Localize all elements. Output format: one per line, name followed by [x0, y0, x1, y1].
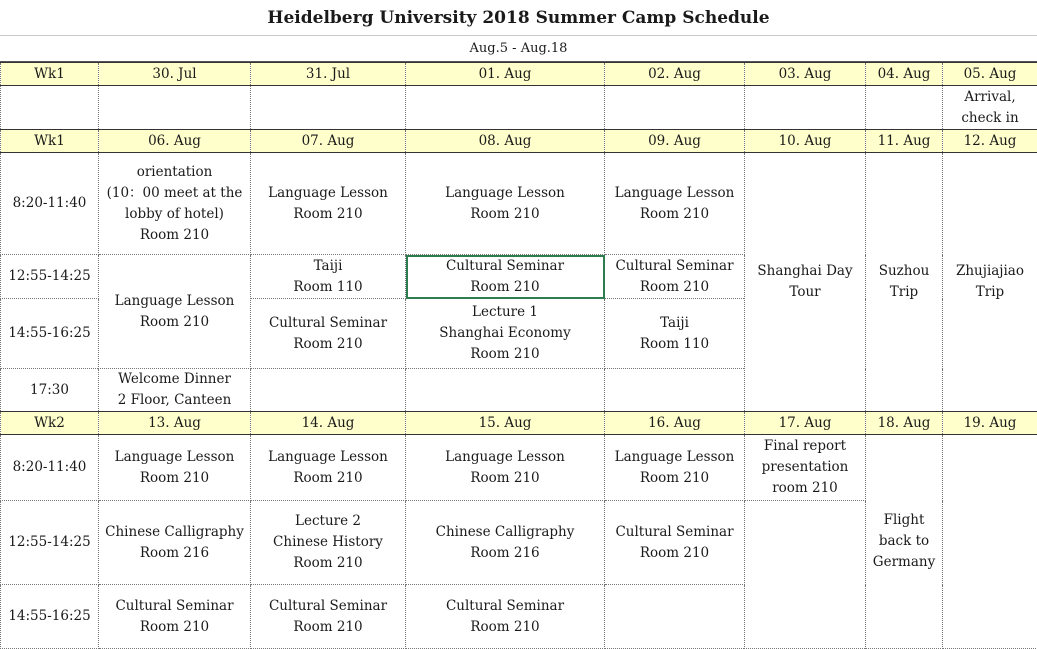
cell-text-line: Chinese Calligraphy: [408, 522, 602, 543]
cell-text-line: Room 110: [253, 277, 403, 298]
cell-text-line: Room 210: [101, 617, 248, 638]
cell-text-line: Cultural Seminar: [408, 256, 602, 277]
empty-cell[interactable]: [251, 86, 406, 130]
empty-cell[interactable]: [251, 369, 406, 412]
empty-cell[interactable]: [406, 86, 605, 130]
cell-text-line: Lecture 2: [253, 511, 403, 532]
cell-text-line: room 210: [747, 478, 863, 499]
cell-text-line: Chinese Calligraphy: [101, 522, 248, 543]
selected-session-cell[interactable]: [406, 255, 605, 299]
cell-text-line: Cultural Seminar: [253, 596, 403, 617]
time-slot: 8:20-11:40: [1, 435, 99, 501]
time-slot: 14:55-16:25: [1, 299, 99, 369]
session-cell[interactable]: [406, 153, 605, 255]
cell-text-line: Welcome Dinner: [101, 369, 248, 390]
time-slot: 17:30: [1, 369, 99, 412]
cell-text-line: Germany: [868, 552, 940, 573]
cell-text-line: Suzhou: [868, 261, 940, 282]
week-label: Wk2: [1, 412, 99, 435]
cell-text-line: Language Lesson: [408, 447, 602, 468]
excursion-cell[interactable]: [745, 153, 866, 412]
session-cell[interactable]: [605, 255, 745, 299]
cell-text-line: Trip: [868, 282, 940, 303]
session-cell[interactable]: [251, 585, 406, 649]
time-slot: 8:20-11:40: [1, 153, 99, 255]
excursion-cell[interactable]: [866, 153, 943, 412]
date-header: 15. Aug: [406, 412, 605, 435]
cell-text-line: Room 210: [607, 543, 742, 564]
date-header: 10. Aug: [745, 130, 866, 153]
date-header: 30. Jul: [99, 63, 251, 86]
orientation-cell[interactable]: [99, 153, 251, 255]
date-header: 16. Aug: [605, 412, 745, 435]
cell-text-line: Room 210: [607, 204, 742, 225]
session-cell[interactable]: [605, 501, 745, 585]
flight-cell[interactable]: [866, 435, 943, 649]
time-slot: 14:55-16:25: [1, 585, 99, 649]
cell-text-line: 2 Floor, Canteen: [101, 390, 248, 411]
date-header: 05. Aug: [943, 63, 1037, 86]
empty-cell[interactable]: [406, 369, 605, 412]
final-report-cell[interactable]: [745, 435, 866, 501]
session-cell[interactable]: [99, 435, 251, 501]
empty-cell[interactable]: [605, 585, 745, 649]
cell-text-line: Room 110: [607, 334, 742, 355]
lecture-cell[interactable]: [251, 501, 406, 585]
cell-text-line: (10：00 meet at the: [101, 183, 248, 204]
cell-text-line: Language Lesson: [408, 183, 602, 204]
cell-text-line: Room 210: [408, 344, 602, 365]
session-cell[interactable]: [251, 299, 406, 369]
cell-text-line: Room 210: [607, 468, 742, 489]
cell-text-line: Chinese History: [253, 532, 403, 553]
date-header: 14. Aug: [251, 412, 406, 435]
date-header: 31. Jul: [251, 63, 406, 86]
empty-cell[interactable]: [605, 86, 745, 130]
cell-text-line: Language Lesson: [607, 183, 742, 204]
date-header: 07. Aug: [251, 130, 406, 153]
cell-text-line: Room 210: [101, 468, 248, 489]
cell-text-line: Arrival,: [945, 87, 1035, 108]
lecture-cell[interactable]: [406, 299, 605, 369]
session-cell[interactable]: [99, 255, 251, 369]
dinner-cell[interactable]: [99, 369, 251, 412]
cell-text-line: Room 210: [253, 334, 403, 355]
cell-text-line: Room 210: [408, 204, 602, 225]
week-label: Wk1: [1, 130, 99, 153]
cell-text-line: check in: [945, 108, 1035, 129]
date-header: 03. Aug: [745, 63, 866, 86]
cell-text-line: Zhujiajiao: [945, 261, 1035, 282]
empty-cell[interactable]: [99, 86, 251, 130]
cell-text-line: Taiji: [607, 313, 742, 334]
week-header-row: [1, 130, 1037, 153]
week1-morning-row: [1, 153, 1037, 255]
page-title: Heidelberg University 2018 Summer Camp Schedule: [0, 0, 1037, 36]
cell-text-line: Trip: [945, 282, 1035, 303]
cell-text-line: Lecture 1: [408, 302, 602, 323]
week0-row: [1, 86, 1037, 130]
cell-text-line: Language Lesson: [253, 183, 403, 204]
date-header: 04. Aug: [866, 63, 943, 86]
empty-cell[interactable]: [745, 86, 866, 130]
cell-text-line: Room 210: [253, 553, 403, 574]
date-header: 08. Aug: [406, 130, 605, 153]
week-label: Wk1: [1, 63, 99, 86]
session-cell[interactable]: [99, 585, 251, 649]
date-header: 09. Aug: [605, 130, 745, 153]
cell-text-line: orientation: [101, 162, 248, 183]
date-header: 13. Aug: [99, 412, 251, 435]
cell-text-line: Room 210: [408, 468, 602, 489]
cell-text-line: Language Lesson: [253, 447, 403, 468]
week2-morning-row: [1, 435, 1037, 501]
time-slot: 12:55-14:25: [1, 255, 99, 299]
cell-text-line: Cultural Seminar: [607, 522, 742, 543]
date-header: 19. Aug: [943, 412, 1037, 435]
empty-cell[interactable]: [605, 369, 745, 412]
cell-text-line: Shanghai Day: [747, 261, 863, 282]
cell-text-line: Taiji: [253, 256, 403, 277]
arrival-cell[interactable]: [943, 86, 1037, 130]
session-cell[interactable]: [605, 153, 745, 255]
empty-cell[interactable]: [745, 501, 866, 649]
session-cell[interactable]: [406, 585, 605, 649]
date-header: 17. Aug: [745, 412, 866, 435]
week-header-row: [1, 63, 1037, 86]
cell-text-line: Shanghai Economy: [408, 323, 602, 344]
session-cell[interactable]: [99, 501, 251, 585]
date-header: 02. Aug: [605, 63, 745, 86]
cell-text-line: Flight: [868, 510, 940, 531]
cell-text-line: Room 210: [253, 617, 403, 638]
session-cell[interactable]: [406, 435, 605, 501]
cell-text-line: Room 216: [101, 543, 248, 564]
week-header-row: [1, 412, 1037, 435]
cell-text-line: Cultural Seminar: [408, 596, 602, 617]
cell-text-line: Cultural Seminar: [253, 313, 403, 334]
schedule-table: [0, 62, 1037, 649]
cell-text-line: lobby of hotel): [101, 204, 248, 225]
cell-text-line: back to: [868, 531, 940, 552]
cell-text-line: Room 210: [253, 204, 403, 225]
date-range: Aug.5 - Aug.18: [0, 36, 1037, 62]
cell-text-line: Room 216: [408, 543, 602, 564]
session-cell[interactable]: [251, 435, 406, 501]
cell-text-line: Tour: [747, 282, 863, 303]
time-slot: 12:55-14:25: [1, 501, 99, 585]
session-cell[interactable]: [406, 501, 605, 585]
date-header: 18. Aug: [866, 412, 943, 435]
cell-text-line: Language Lesson: [101, 447, 248, 468]
session-cell[interactable]: [251, 255, 406, 299]
cell-text-line: Room 210: [101, 312, 248, 333]
cell-text-line: Room 210: [408, 617, 602, 638]
cell-text-line: Cultural Seminar: [607, 256, 742, 277]
cell-text-line: Final report: [747, 436, 863, 457]
cell-text-line: presentation: [747, 457, 863, 478]
session-cell[interactable]: [605, 435, 745, 501]
date-header: 06. Aug: [99, 130, 251, 153]
cell-text-line: Room 210: [408, 277, 602, 298]
date-header: 12. Aug: [943, 130, 1037, 153]
empty-cell[interactable]: [866, 86, 943, 130]
cell-text-line: Room 210: [253, 468, 403, 489]
empty-cell[interactable]: [943, 435, 1037, 649]
cell-text-line: Room 210: [101, 225, 248, 246]
cell-text-line: Cultural Seminar: [101, 596, 248, 617]
excursion-cell[interactable]: [943, 153, 1037, 412]
session-cell[interactable]: [605, 299, 745, 369]
cell-text-line: Language Lesson: [101, 291, 248, 312]
session-cell[interactable]: [251, 153, 406, 255]
date-header: 11. Aug: [866, 130, 943, 153]
empty-cell[interactable]: [1, 86, 99, 130]
cell-text-line: Room 210: [607, 277, 742, 298]
date-header: 01. Aug: [406, 63, 605, 86]
cell-text-line: Language Lesson: [607, 447, 742, 468]
